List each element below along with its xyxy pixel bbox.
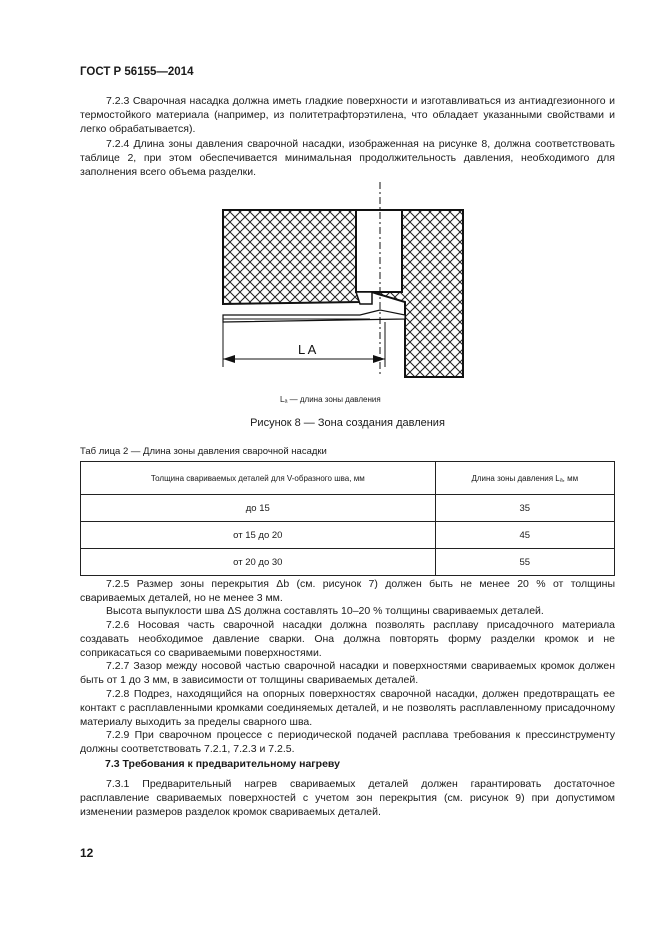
table-cell: от 15 до 20 [81, 522, 436, 549]
table-cell: до 15 [81, 495, 436, 522]
table-caption: Таб лица 2 — Длина зоны давления сварочной насадки [80, 446, 327, 457]
table-cell: 35 [435, 495, 614, 522]
section-heading-7-3: 7.3 Требования к предварительному нагреву [105, 758, 340, 770]
table-row [81, 549, 615, 576]
paragraph-7-2-3: 7.2.3 Сварочная насадка должна иметь гладкие поверхности и изготавливаться из антиадгезионного и термостойкого материала (например, из политетрафторэтилена, что обладает указанными свойствами и легко обрабатывается). [80, 95, 615, 135]
table-cell: 55 [435, 549, 614, 576]
figure-8-pressure-zone [190, 182, 490, 382]
paragraph-bulge-height: Высота выпуклости шва ΔS должна составлять 10–20 % толщины свариваемых деталей. [106, 605, 544, 617]
paragraph-7-2-8: 7.2.8 Подрез, находящийся на опорных поверхностях сварочной насадки, должен предотвращать ее контакт с расплавленными кромками соединяемых деталей, и не позволять расплавленному присадочному материалу выходить за пределы сварного шва. [80, 688, 615, 728]
paragraph-7-2-9: 7.2.9 При сварочном процессе с периодической подачей расплава требования к прессинструменту должны соответствовать 7.2.1, 7.2.3 и 7.2.5. [80, 729, 615, 755]
table-row [81, 495, 615, 522]
feed-channel [356, 210, 402, 292]
table-cell: от 20 до 30 [81, 549, 436, 576]
table-header-length: Длина зоны давления Lₐ, мм [435, 462, 614, 495]
paragraph-7-2-4: 7.2.4 Длина зоны давления сварочной насадки, изображенная на рисунке 8, должна соответствовать таблице 2, при этом обеспечивается минимальная продолжительность давления, необходимого для заполнения всего объема разделки. [80, 138, 615, 178]
paragraph-7-3-1: 7.3.1 Предварительный нагрев свариваемых деталей должен гарантировать достаточное расплавление свариваемых поверхностей с учетом зон перекрытия (см. рисунок 9) при допустимом изменении размеров разделок кромок свариваемых деталей. [80, 778, 615, 818]
dimension-label: L A [298, 342, 317, 357]
paragraph-7-2-5: 7.2.5 Размер зоны перекрытия Δb (см. рисунок 7) должен быть не менее 20 % от толщины свариваемых деталей, но не менее 3 мм. [80, 578, 615, 604]
page-number: 12 [80, 846, 94, 860]
paragraph-7-2-6: 7.2.6 Носовая часть сварочной насадки должна позволять расплаву присадочного материала создавать необходимое давление сварки. Она должна повторять форму разделки кромок и не соприкасаться со свариваемыми поверхностями. [80, 619, 615, 659]
workpiece-strip [223, 310, 405, 322]
table-row [81, 522, 615, 549]
figure-caption: Рисунок 8 — Зона создания давления [250, 417, 445, 429]
figure-legend: Lₐ — длина зоны давления [280, 395, 381, 404]
paragraph-7-2-7: 7.2.7 Зазор между носовой частью сварочной насадки и поверхностями свариваемых кромок должен быть от 1 до 3 мм, в зависимости от толщины свариваемых деталей. [80, 660, 615, 686]
document-header: ГОСТ Р 56155—2014 [80, 66, 194, 78]
table-header-row [81, 462, 615, 495]
table-header-thickness: Толщина свариваемых деталей для V-образного шва, мм [81, 462, 436, 495]
welding-nozzle-body [223, 210, 463, 377]
table-cell: 45 [435, 522, 614, 549]
table-2 [80, 461, 615, 576]
